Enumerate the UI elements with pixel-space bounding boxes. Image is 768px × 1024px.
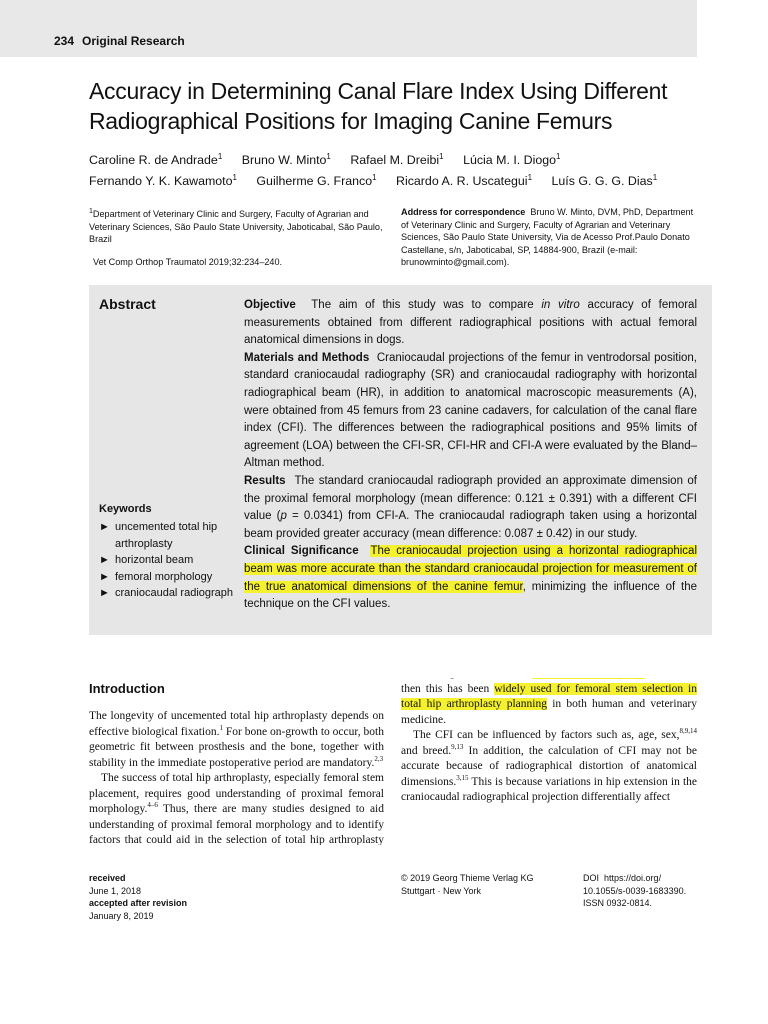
correspondence-text: Bruno W. Minto, DVM, PhD, Department of Veterinary Clinic and Surgery, Faculty of Agrarian and Veterinary Sciences, São Paulo State University, Via de Acesso Prof.Paulo Donato Castellane, s/n, Jaboticabal, SP, 14884-900, Brazil (e-mail: brunowminto@gmail.com). <box>401 207 694 268</box>
highlight: widely used for femoral stem selection in total hip arthroplasty planning <box>401 682 697 710</box>
doi-link[interactable]: https://doi.org/ <box>604 873 662 883</box>
keyword-item: ► uncemented total hip arthroplasty <box>99 521 218 550</box>
author: Rafael M. Dreibi$^1$ <box>350 152 444 168</box>
introduction-heading: Introduction <box>89 681 165 696</box>
keyword-item: ► craniocaudal radiograph <box>99 585 239 602</box>
section-label: Original Research <box>82 34 185 48</box>
keyword-item: ► femoral morphology <box>99 569 239 586</box>
page-number: 234 <box>54 34 75 48</box>
keyword-item: ► horizontal beam <box>99 552 239 569</box>
paragraph: The CFI can be influenced by factors such as, age, sex,$^{8,9,14}$ and breed.$^{9,13}$ In addition, the calculation of CFI may not be accurate because of radiographical distortion of anatomical dimensions.$^{3,15}$ This is because variations in hip extension in the craniocaudal radiographical projection differentially affect <box>401 727 697 803</box>
author: Guilherme G. Franco$^1$ <box>256 173 377 189</box>
doi-block: DOI https://doi.org/ 10.1055/s-0039-1683390. ISSN 0932-0814. <box>583 873 687 909</box>
abstract-objective: Objective The aim of this study was to compare in vitro accuracy of femoral measurements obtained from different radiographical positions with actual femoral anatomical dimensions in dogs. <box>244 299 697 347</box>
affiliation: $^1$Department of Veterinary Clinic and Surgery, Faculty of Agrarian and Veterinary Sciences, São Paulo State University, Jaboticabal, São Paulo, Brazil <box>89 208 383 245</box>
correspondence <box>401 206 701 269</box>
abstract-significance: Clinical Significance The craniocaudal projection using a horizontal radiographical beam was more accurate than the standard craniocaudal projection for measurement of the true anatomical dimensions of the canine femur, minimizing the influence of the technique on the CFI values. <box>244 545 698 611</box>
running-header <box>54 34 185 48</box>
abstract-methods: Materials and Methods Craniocaudal projections of the femur in ventrodorsal position, standard craniocaudal radiography (SR) and craniocaudal radiography with horizontal radiographical beam (HR), in addition to anatomical macroscopic measurements (A), were obtained from 45 femurs from 23 canine cadavers, for calculation of the canal flare index (CFI). The differences between the radiographical positions and 95% limits of agreement (LOA) between the CFI-SR, CFI-HR and CFI-A were evaluated by the Bland–Altman method. <box>244 351 697 470</box>
body-column-right <box>401 678 697 806</box>
arrow-icon: ► <box>99 554 110 567</box>
author: Lúcia M. I. Diogo$^1$ <box>463 152 561 168</box>
keywords-heading: Keywords <box>99 503 152 515</box>
author: Luís G. G. G. Dias$^1$ <box>551 173 658 189</box>
arrow-icon: ► <box>99 587 110 600</box>
author-line-1 <box>89 148 729 169</box>
header-band <box>0 0 697 57</box>
highlight <box>532 678 644 679</box>
body-column-left <box>89 709 384 845</box>
abstract-heading: Abstract <box>99 296 156 312</box>
author: Fernando Y. K. Kawamoto$^1$ <box>89 173 237 189</box>
author: Caroline R. de Andrade$^1$ <box>89 152 223 168</box>
abstract-results: Results The standard craniocaudal radiograph provided an approximate dimension of the proximal femoral morphology (mean difference: 0.121 ± 0.391) with a different CFI value (p = 0.0341) from CFI-A. The craniocaudal radiograph taken using a horizontal beam provided greater accuracy (mean difference: 0.087 ± 0.42) in our study. <box>244 474 697 540</box>
author-list <box>89 148 729 190</box>
body-column-right-wrap <box>401 678 697 860</box>
correspondence-label: Address for correspondence <box>401 207 526 217</box>
paragraph: The success of total hip arthroplasty, especially femoral stem placement, requires good understanding of proximal femoral morphology.$^{4-6}$ Thus, there are many studies designed to aid understanding of proximal femoral morphology and to identify factors that could aid in the selection of total hip arthroplasty <box>89 771 384 845</box>
arrow-icon: ► <box>99 570 110 583</box>
highlight: The craniocaudal projection using a horizontal radiographical beam was more accurate than the standard craniocaudal projection for measurement of the true anatomical dimensions of the canine femur <box>244 545 698 593</box>
publisher-block: © 2019 Georg Thieme Verlag KG Stuttgart · New York <box>401 873 534 896</box>
keywords-list <box>99 519 239 602</box>
dates-block: received June 1, 2018 accepted after revision January 8, 2019 <box>89 873 188 921</box>
paragraph: The longevity of uncemented total hip arthroplasty depends on effective biological fixation.$^1$ For bone on-growth to occur, both geometric fit between prosthesis and the bone, together with stability in the immediate postoperative period are mandatory.$^{2,3}$ <box>89 710 384 769</box>
paragraph: then this has been widely used for femoral stem selection in total hip arthroplasty planning in both human and veterinary medicine. <box>401 678 697 728</box>
author-line-2 <box>89 169 729 190</box>
author: Bruno W. Minto$^1$ <box>241 152 331 168</box>
arrow-icon: ► <box>99 521 110 533</box>
journal-citation: Vet Comp Orthop Traumatol 2019;32:234–240. <box>93 257 283 267</box>
abstract-text <box>244 297 697 614</box>
author: Ricardo A. R. Uscategui$^1$ <box>396 173 533 189</box>
article-title: Accuracy in Determining Canal Flare Index Using Different Radiographical Positions for Imaging Canine Femurs <box>89 78 668 134</box>
